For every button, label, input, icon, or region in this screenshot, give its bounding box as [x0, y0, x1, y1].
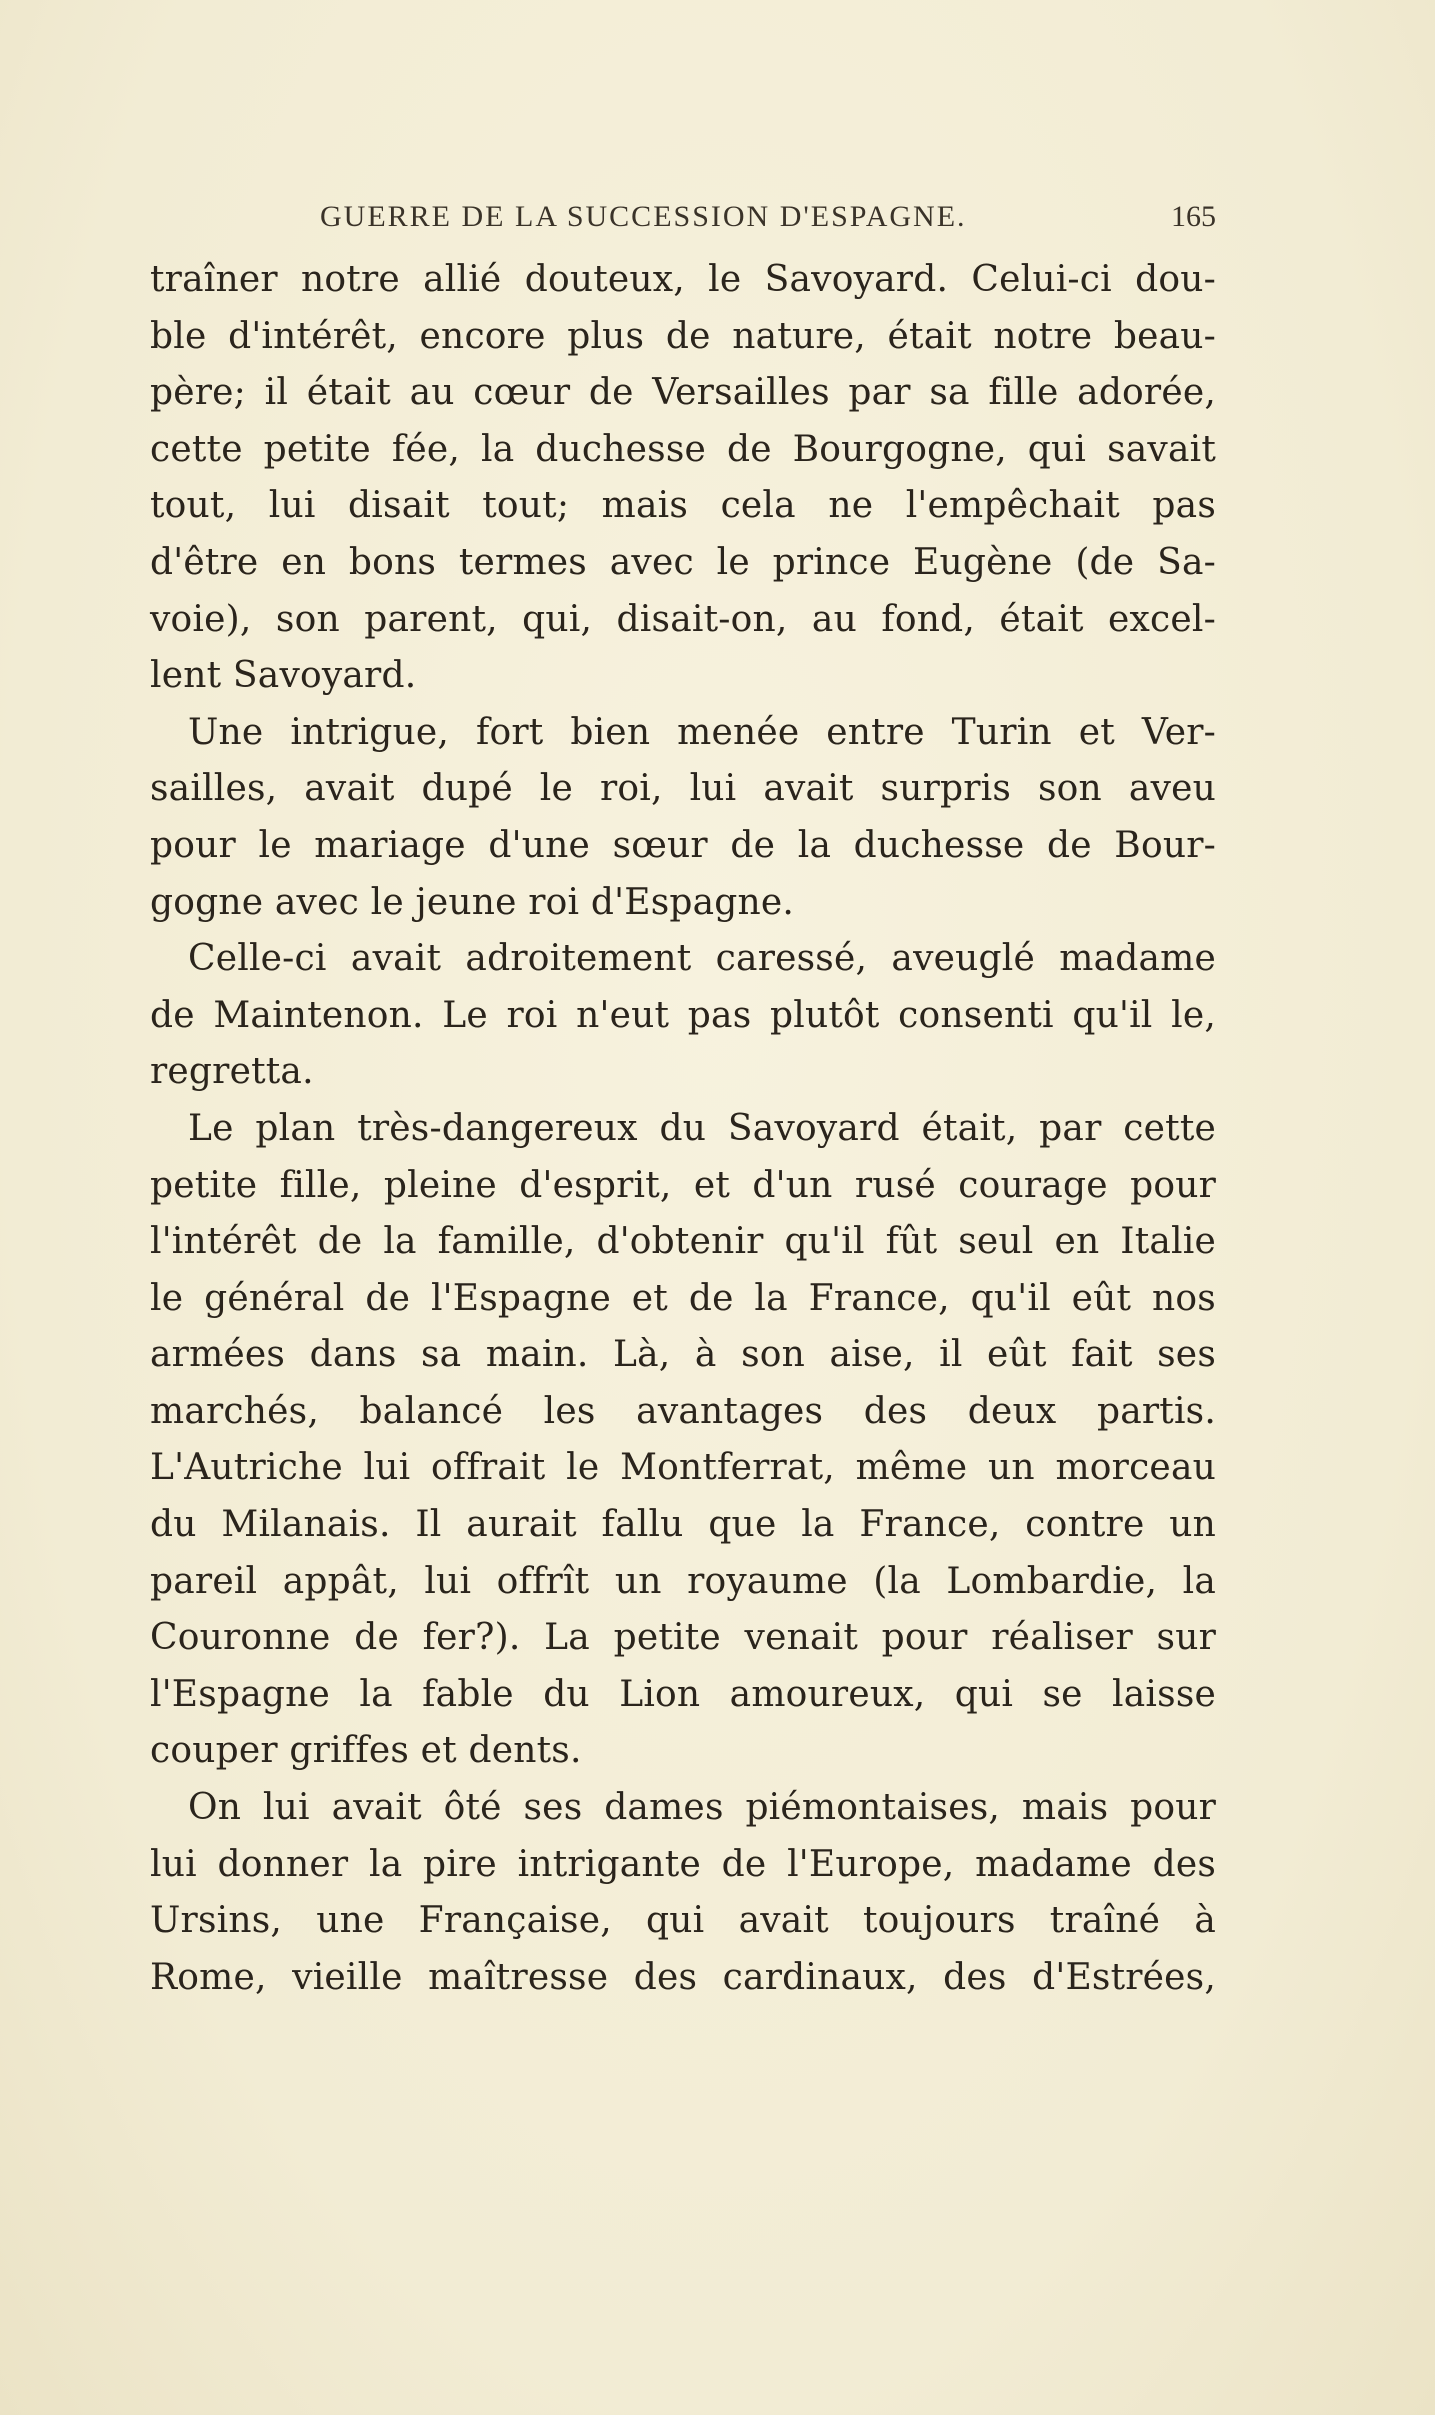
text-line: gogne avec le jeune roi d'Espagne.: [150, 881, 795, 923]
text-line: sailles, avait dupé le roi, lui avait surpris son aveu: [150, 768, 1216, 810]
text-line: l'intérêt de la famille, d'obtenir qu'il fût seul en Italie: [150, 1221, 1216, 1263]
text-line: lui donner la pire intrigante de l'Europe, madame des: [150, 1843, 1216, 1885]
text-line: ble d'intérêt, encore plus de nature, était notre beau-: [150, 315, 1216, 357]
text-line: cette petite fée, la duchesse de Bourgogne, qui savait: [150, 428, 1216, 470]
text-line: Rome, vieille maîtresse des cardinaux, des d'Estrées,: [150, 1956, 1216, 1998]
text-line: petite fille, pleine d'esprit, et d'un rusé courage pour: [150, 1164, 1216, 1206]
text-line: Celle-ci avait adroitement caressé, aveuglé madame: [188, 938, 1216, 980]
text-line: Le plan très-dangereux du Savoyard était, par cette: [188, 1107, 1216, 1149]
text-line: Couronne de fer?). La petite venait pour réaliser sur: [150, 1617, 1216, 1659]
text-line: père; il était au cœur de Versailles par sa fille adorée,: [150, 372, 1216, 414]
text-line: lent Savoyard.: [150, 655, 417, 697]
text-line: le général de l'Espagne et de la France, qu'il eût nos: [150, 1277, 1216, 1319]
text-line: pareil appât, lui offrît un royaume (la Lombardie, la: [150, 1560, 1216, 1602]
text-line: traîner notre allié douteux, le Savoyard. Celui-ci dou-: [150, 259, 1216, 300]
body-text: [150, 252, 1216, 2006]
page-number: 165: [1171, 200, 1216, 233]
text-line: marchés, balancé les avantages des deux partis.: [150, 1390, 1216, 1432]
text-line: du Milanais. Il aurait fallu que la France, contre un: [150, 1504, 1216, 1546]
text-line: Ursins, une Française, qui avait toujours traîné à: [150, 1900, 1216, 1942]
text-line: L'Autriche lui offrait le Montferrat, même un morceau: [150, 1447, 1216, 1489]
text-line: pour le mariage d'une sœur de la duchesse de Bour-: [150, 824, 1216, 866]
text-line: tout, lui disait tout; mais cela ne l'empêchait pas: [150, 485, 1216, 527]
text-line: On lui avait ôté ses dames piémontaises, mais pour: [188, 1787, 1216, 1829]
running-head: [150, 200, 1216, 240]
text-line: Une intrigue, fort bien menée entre Turin et Ver-: [188, 711, 1216, 753]
text-line: voie), son parent, qui, disait-on, au fond, était excel-: [150, 598, 1216, 640]
text-line: d'être en bons termes avec le prince Eugène (de Sa-: [150, 541, 1216, 583]
text-line: regretta.: [150, 1051, 314, 1093]
text-line: l'Espagne la fable du Lion amoureux, qui se laisse: [150, 1673, 1216, 1715]
text-line: armées dans sa main. Là, à son aise, il eût fait ses: [150, 1334, 1216, 1376]
text-line: de Maintenon. Le roi n'eut pas plutôt consenti qu'il le,: [150, 994, 1216, 1036]
running-title: GUERRE DE LA SUCCESSION D'ESPAGNE.: [320, 200, 967, 233]
text-line: couper griffes et dents.: [150, 1730, 582, 1772]
